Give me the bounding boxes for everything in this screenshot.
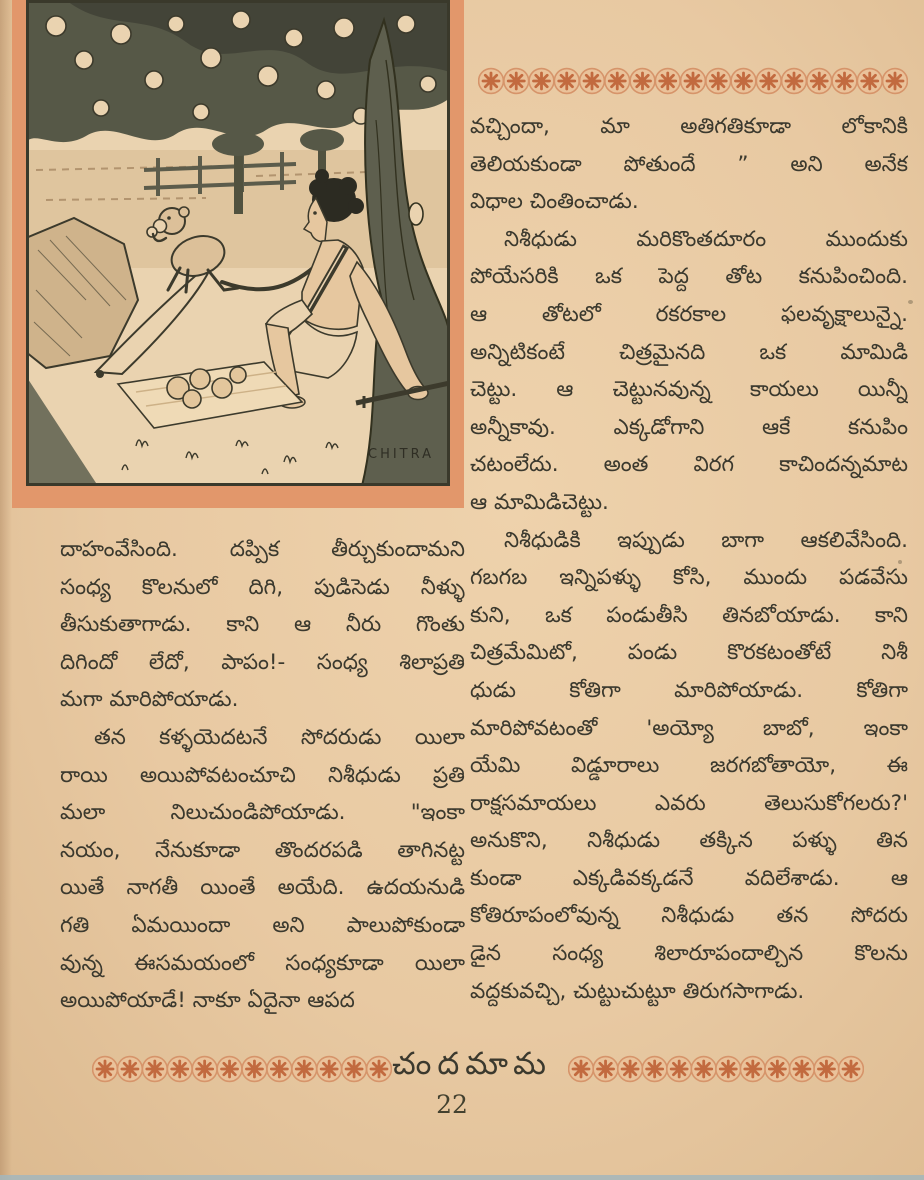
floral-border-top	[478, 62, 908, 100]
text-line: డైన సంధ్య శిలారూపందాల్చిన కొలను	[470, 941, 908, 967]
text-line: కుని, ఒక పండుతీసి తినబోయాడు. కాని	[470, 602, 908, 628]
text-line: నయం, నేనుకూడా తొందరపడి తాగినట్ట	[60, 837, 465, 863]
floral-motif	[593, 1057, 618, 1082]
floral-motif	[716, 1057, 741, 1082]
text-column-left	[60, 533, 465, 1022]
text-line: తన కళ్ళయెదటనే సోదరుడు యిలా	[94, 724, 465, 750]
floral-motif	[192, 1057, 217, 1082]
text-line: ఆ తోటలో రకరకాల ఫలవృక్షాలున్నై.	[470, 301, 908, 327]
floral-motif	[118, 1057, 143, 1082]
floral-motif	[618, 1057, 643, 1082]
text-line: సంధ్య కొలనులో దిగి, పుడిసెడు నీళ్ళు	[60, 574, 465, 600]
floral-motif	[731, 69, 756, 94]
text-line: అయిపోయాడే! నాకూ ఏదైనా ఆపద	[60, 988, 355, 1014]
text-line: అన్నిటికంటే చిత్రమైనది ఒక మామిడి	[470, 339, 908, 365]
floral-motif	[642, 1057, 667, 1082]
paragraph	[60, 533, 465, 721]
floral-motif	[681, 69, 706, 94]
text-line: చిత్రమేమిటో, పండు కొరకటంతోటే నిశీ	[470, 640, 908, 666]
tree-knot	[409, 203, 423, 225]
floral-motif	[883, 69, 908, 94]
text-line: మగా మారిపోయాడు.	[60, 687, 239, 713]
illustration-signature: CHITRA	[368, 447, 435, 462]
floral-motif	[479, 69, 504, 94]
floral-motif	[580, 69, 605, 94]
floral-motif	[832, 69, 857, 94]
floral-motif	[367, 1057, 392, 1082]
text-line: రాక్షసమాయలు ఎవరు తెలుసుకోగలరు?'	[470, 790, 908, 816]
text-line: నిశీధుడు మరికొంతదూరం ముందుకు	[504, 226, 908, 252]
floral-motif	[655, 69, 680, 94]
text-line: చెట్టు. ఆ చెట్టునవున్న కాయలు యిన్నీ	[470, 377, 908, 403]
paragraph	[470, 524, 908, 1013]
floral-motif	[756, 69, 781, 94]
scan-bottom-edge	[0, 1175, 924, 1180]
text-line: గబగబ ఇన్నిపళ్ళు కోసి, ముందు పడవేసు	[470, 565, 908, 591]
floral-motif	[782, 69, 807, 94]
story-illustration	[26, 0, 450, 486]
floral-motif	[807, 69, 832, 94]
illustration-frame	[12, 0, 464, 508]
floral-motif	[605, 69, 630, 94]
text-line: తెలియకుండా పోతుందే ” అని అనేక	[470, 151, 908, 177]
floral-motif	[857, 69, 882, 94]
text-line: వద్దకువచ్చి, చుట్టుచుట్టూ తిరుగసాగాడు.	[470, 978, 805, 1004]
floral-motif	[740, 1057, 765, 1082]
illustration-drawing	[26, 0, 450, 486]
scan-speck	[898, 560, 902, 564]
floral-motif	[342, 1057, 367, 1082]
floral-motif	[765, 1057, 790, 1082]
text-line: దాహంవేసింది. దప్పిక తీర్చుకుందామని	[60, 537, 465, 562]
floral-motif	[292, 1057, 317, 1082]
floral-motif	[569, 1057, 594, 1082]
distant-tree-trunk	[234, 148, 243, 214]
text-line: మలా నిలుచుండిపోయాడు. "ఇంకా	[60, 800, 465, 826]
text-line: వచ్చిందా, మా అతిగతికూడా లోకానికి	[470, 114, 908, 139]
floral-motif	[667, 1057, 692, 1082]
scan-edge-shading	[0, 0, 12, 1180]
paragraph	[470, 223, 908, 524]
text-line: నిశీధుడికి ఇప్పుడు బాగా ఆకలివేసింది.	[504, 527, 908, 553]
text-column-right	[470, 110, 908, 1012]
paragraph	[470, 110, 908, 223]
floral-motif	[790, 1057, 815, 1082]
text-line: చటంలేదు. అంత విరగ కాచిందన్నమాట	[470, 452, 908, 478]
scan-speck	[908, 300, 913, 304]
text-line: గతి ఏమయిందా అని పాలుపోకుండా	[60, 912, 465, 938]
text-line: యేమి విడ్డూరాలు జరగబోతాయో, ఈ	[470, 753, 908, 779]
publication-title: చందమామ	[392, 1046, 552, 1082]
text-line: కుండా ఎక్కడివక్కడనే వదిలేశాడు. ఆ	[470, 865, 908, 891]
floral-motif	[554, 69, 579, 94]
floral-motif	[691, 1057, 716, 1082]
floral-motif	[142, 1057, 167, 1082]
floral-border-footer-right	[568, 1050, 864, 1088]
floral-motif	[630, 69, 655, 94]
text-line: రాయి అయిపోవటంచూచి నిశీధుడు ప్రతి	[60, 762, 465, 788]
floral-motif	[217, 1057, 242, 1082]
fruit-in-monkey-hand	[147, 227, 157, 237]
floral-motif	[504, 69, 529, 94]
floral-motif	[706, 69, 731, 94]
text-line: వున్న ఈసమయంలో సంధ్యకూడా యిలా	[60, 950, 465, 976]
floral-motif	[242, 1057, 267, 1082]
floral-motif	[839, 1057, 864, 1082]
text-line: యితే నాగతీ యింతే అయేది. ఉదయనుడి	[60, 875, 465, 901]
page-number: 22	[436, 1090, 468, 1119]
text-line: పోయేసరికి ఒక పెద్ద తోట కనుపించింది.	[470, 264, 908, 290]
text-line: ఆ మామిడిచెట్టు.	[470, 489, 609, 515]
text-line: కోతిరూపంలోవున్న నిశీధుడు తన సోదరు	[470, 903, 908, 929]
text-line: మారిపోవటంతో 'అయ్యో బాబో, ఇంకా	[470, 715, 908, 741]
text-line: తీసుకుతాగాడు. కాని ఆ నీరు గొంతు	[60, 612, 465, 638]
floral-motif	[93, 1057, 118, 1082]
paragraph	[60, 721, 465, 1022]
floral-motif	[317, 1057, 342, 1082]
text-line: విధాల చింతించాడు.	[470, 189, 639, 215]
floral-motif	[267, 1057, 292, 1082]
floral-motif	[167, 1057, 192, 1082]
floral-motif	[529, 69, 554, 94]
text-line: అనుకొని, నిశీధుడు తక్కిన పళ్ళు తిన	[470, 828, 908, 854]
text-line: ధుడు కోతిగా మారిపోయాడు. కోతిగా	[470, 677, 908, 703]
text-line: దిగిందో లేదో, పాపం!- సంధ్య శిలాప్రతి	[60, 649, 465, 675]
text-line: అన్నీకావు. ఎక్కడోగాని ఆకే కనుపిం	[470, 414, 908, 440]
floral-border-footer-left	[92, 1050, 392, 1088]
floral-motif	[814, 1057, 839, 1082]
